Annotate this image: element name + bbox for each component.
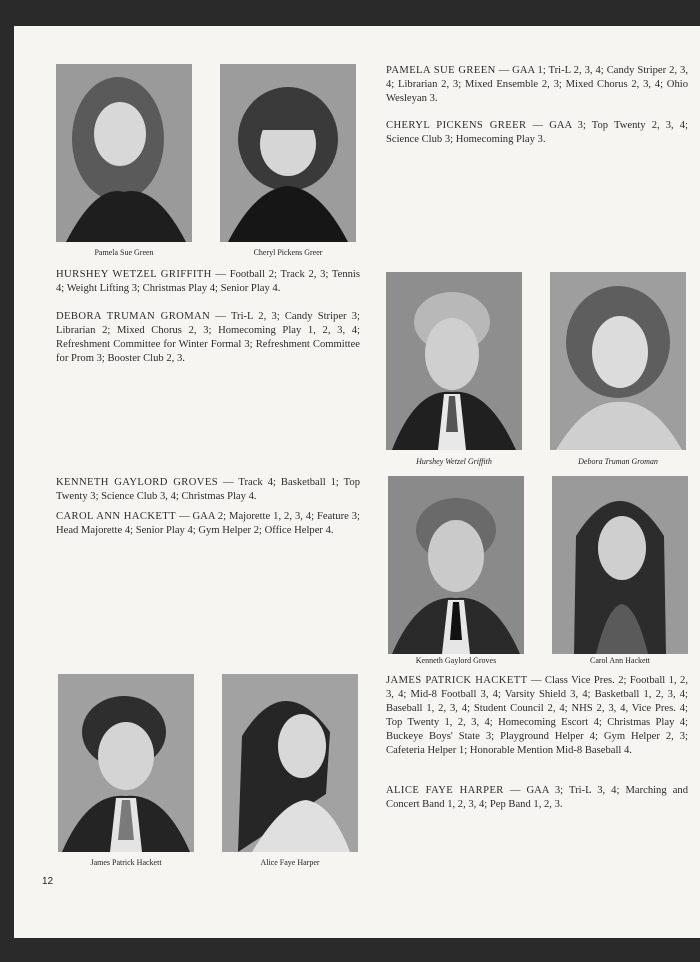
- caption-carol-ann-hackett: Carol Ann Hackett: [590, 656, 650, 665]
- photo-carol-ann-hackett: [552, 476, 688, 654]
- caption-alice-faye-harper: Alice Faye Harper: [260, 858, 320, 867]
- photo-james-patrick-hackett: [58, 674, 194, 852]
- entry-activities: — GAA 2; Majorette 1, 2, 3, 4; Feature 3; Head Majorette 4; Senior Play 4; Gym Helper 2; Office Helper 4.: [56, 511, 360, 536]
- caption-hurshey-wetzel-griffith: Hurshey Wetzel Griffith: [416, 457, 492, 466]
- entry-activities: — Track 4; Basketball 1; Top Twenty 3; Science Club 3, 4; Christmas Play 4.: [56, 477, 361, 502]
- entry-alice-faye-harper: [386, 784, 688, 812]
- entry-name: ALICE FAYE HARPER: [386, 785, 504, 796]
- entry-activities: — Football 2; Track 2, 3; Tennis 4; Weight Lifting 3; Christmas Play 4; Senior Play 4.: [56, 269, 360, 294]
- entry-debora-truman-groman: [56, 310, 360, 366]
- photo-kenneth-gaylord-groves: [388, 476, 524, 654]
- photo-hurshey-wetzel-griffith: [386, 272, 522, 450]
- photo-alice-faye-harper: [222, 674, 358, 852]
- caption-cheryl-pickens-greer: Cheryl Pickens Greer: [253, 248, 323, 257]
- caption-pamela-sue-green: Pamela Sue Green: [94, 248, 154, 257]
- entry-name: CAROL ANN HACKETT: [56, 511, 177, 522]
- photo-pamela-sue-green: [56, 64, 192, 242]
- entry-pamela-sue-green: [386, 64, 688, 106]
- entry-activities: — Tri-L 2, 3; Candy Striper 3; Librarian 2; Mixed Chorus 2, 3; Homecoming Play 1, 2, 3, 4; Refreshment Committee for Winter Formal 3; Refreshment Committee for Prom 3; Booster Club 2, 3.: [56, 311, 360, 364]
- entry-name: KENNETH GAYLORD GROVES: [56, 477, 218, 488]
- entry-james-patrick-hackett: [386, 674, 688, 758]
- entry-name: JAMES PATRICK HACKETT: [386, 675, 528, 686]
- caption-kenneth-gaylord-groves: Kenneth Gaylord Groves: [415, 656, 497, 665]
- entry-cheryl-pickens-greer: [386, 119, 688, 147]
- entry-activities: — GAA 3; Tri-L 3, 4; Marching and Concert Band 1, 2, 3, 4; Pep Band 1, 2, 3.: [386, 785, 688, 810]
- caption-debora-truman-groman: Debora Truman Groman: [578, 457, 658, 466]
- entry-name: PAMELA SUE GREEN: [386, 65, 496, 76]
- entry-carol-ann-hackett: [56, 510, 360, 538]
- photo-cheryl-pickens-greer: [220, 64, 356, 242]
- photo-debora-truman-groman: [550, 272, 686, 450]
- entry-name: CHERYL PICKENS GREER: [386, 120, 527, 131]
- entry-name: DEBORA TRUMAN GROMAN: [56, 311, 211, 322]
- entry-name: HURSHEY WETZEL GRIFFITH: [56, 269, 212, 280]
- entry-activities: — Class Vice Pres. 2; Football 1, 2, 3, 4; Mid-8 Football 3, 4; Varsity Shield 3, 4; Basketball 1, 2, 3, 4; Baseball 1, 2, 3, 4; Student Council 2, 4; NHS 2, 3, 4, Vice Pres. 4; Top Twenty 1, 2, 3, 4; Homecoming Escort 4; Christmas Play 4; Buckeye Boys' State 3; Playground Helper 4; Gym Helper 2, 3; Cafeteria Helper 1; Honorable Mention Mid-8 Baseball 4.: [386, 675, 688, 756]
- yearbook-page: [14, 26, 700, 938]
- caption-james-patrick-hackett: James Patrick Hackett: [90, 858, 162, 867]
- entry-hurshey-wetzel-griffith: [56, 268, 360, 296]
- entry-kenneth-gaylord-groves: [56, 476, 360, 504]
- entry-activities: — GAA 3; Top Twenty 2, 3, 4; Science Club 3; Homecoming Play 3.: [386, 120, 688, 145]
- page-number: 12: [42, 876, 54, 887]
- entry-activities: — GAA 1; Tri-L 2, 3, 4; Candy Striper 2, 3, 4; Librarian 2, 3; Mixed Ensemble 2, 3; Mixed Chorus 2, 3, 4; Ohio Wesleyan 3.: [386, 65, 688, 104]
